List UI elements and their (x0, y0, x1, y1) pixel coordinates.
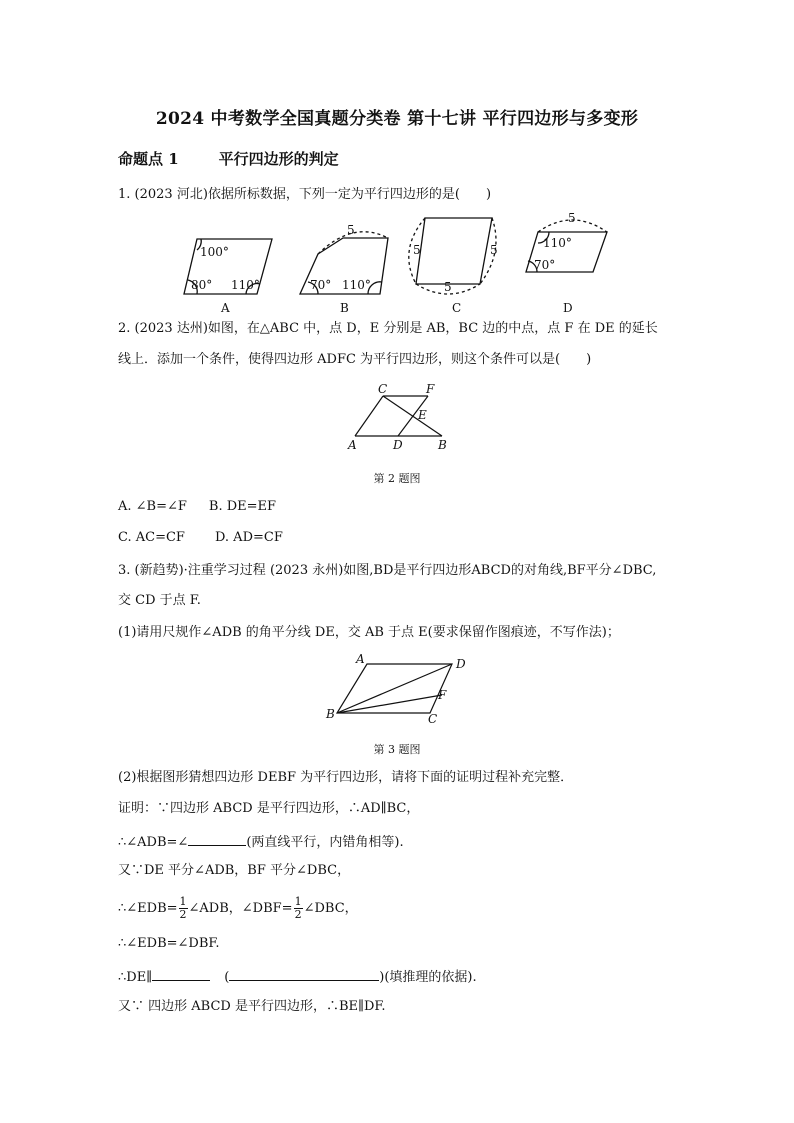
proof-line-4-end: ∠DBC， (303, 901, 358, 916)
question-2-caption: 第 2 题图 (373, 472, 421, 485)
figure-a-label: A (221, 301, 230, 315)
question-2-options-row-1 (118, 498, 276, 516)
question-3-figure (322, 652, 472, 724)
option-d[interactable]: D. AD=CF (214, 530, 283, 545)
figure-a-angle-1: 100° (200, 245, 229, 259)
section-heading (118, 148, 339, 169)
proof-line-2-end: (两直线平行，内错角相等). (246, 835, 404, 850)
figure-c-label: C (452, 301, 462, 315)
figure-d (526, 211, 607, 315)
proof-line-5: ∴∠EDB=∠DBF. (118, 936, 220, 951)
question-3-caption: 第 3 题图 (373, 743, 421, 756)
proof-line-6-start: ∴DE∥ (118, 970, 153, 985)
point-e: E (418, 408, 427, 422)
question-1-figures (170, 206, 640, 318)
figure-c-side-1: 5 (413, 243, 421, 257)
figure-d-angle-2: 70° (534, 258, 556, 272)
figure-a (184, 239, 272, 315)
option-a[interactable]: A. ∠B=∠F (118, 499, 187, 514)
figure-c-side-3: 5 (444, 280, 452, 294)
question-3-part-2: (2)根据图形猜想四边形 DEBF 为平行四边形，请将下面的证明过程补充完整． (118, 770, 574, 785)
point-c: C (428, 712, 438, 724)
proof-line-4-start: ∴∠EDB= (118, 901, 178, 916)
figure-b-label: B (340, 301, 349, 315)
question-3-line-1: 3. (新趋势)·注重学习过程 (2023 永州)如图,BD是平行四边形ABCD的对角线,BF平分∠DBC, (118, 563, 657, 578)
paren-open: ( (224, 970, 230, 985)
question-2-figure (340, 380, 460, 452)
point-b: B (438, 438, 447, 452)
answer-blank-3[interactable] (229, 966, 379, 981)
proof-line-2-start: ∴∠ADB=∠ (118, 835, 189, 850)
section-label: 命题点 1 (118, 150, 179, 168)
figure-b-side: 5 (347, 223, 355, 237)
question-1-text: 1. (2023 河北)依据所标数据，下列一定为平行四边形的是( ) (118, 187, 492, 202)
answer-blank-2[interactable] (152, 966, 210, 981)
figure-c (409, 218, 498, 315)
question-2-line-1: 2. (2023 达州)如图，在△ABC 中，点 D，E 分别是 AB，BC 边的中点，点 F 在 DE 的延长 (118, 321, 658, 336)
fraction-half: $\frac{1}{2}$ (179, 895, 187, 921)
figure-a-angle-2: 80° (191, 278, 213, 292)
proof-line-4 (118, 896, 358, 921)
point-b: B (326, 707, 335, 721)
section-name: 平行四边形的判定 (218, 150, 339, 168)
proof-line-3: 又∵DE 平分∠ADB，BF 平分∠DBC， (118, 863, 351, 878)
point-c: C (378, 382, 388, 396)
figure-d-label: D (563, 301, 573, 315)
figure-a-angle-3: 110° (231, 278, 260, 292)
page-title: 2024 中考数学全国真题分类卷 第十七讲 平行四边形与多变形 (155, 109, 639, 129)
question-2-line-2: 线上．添加一个条件，使得四边形 ADFC 为平行四边形，则这个条件可以是( ) (118, 352, 592, 367)
question-3-part-1: (1)请用尺规作∠ADB 的角平分线 DE，交 AB 于点 E(要求保留作图痕迹，不写作法)； (118, 625, 620, 640)
question-2-options-row-2 (118, 529, 283, 547)
proof-line-4-middle: ∠ADB，∠DBF= (188, 901, 293, 916)
question-3-line-2: 交 CD 于点 F. (118, 593, 201, 608)
proof-line-1: 证明：∵四边形 ABCD 是平行四边形，∴AD∥BC， (118, 801, 420, 816)
point-d: D (456, 657, 466, 671)
proof-line-6-end: )(填推理的依据). (379, 970, 477, 985)
proof-line-7: 又∵ 四边形 ABCD 是平行四边形，∴BE∥DF. (118, 999, 386, 1014)
option-c[interactable]: C. AC=CF (118, 530, 185, 545)
figure-c-side-2: 5 (490, 243, 498, 257)
figure-b-angle-1: 70° (310, 278, 332, 292)
point-f: F (426, 382, 435, 396)
point-a: A (348, 438, 357, 452)
proof-line-2 (118, 831, 404, 852)
figure-b-angle-2: 110° (342, 278, 371, 292)
fraction-half: $\frac{1}{2}$ (294, 895, 302, 921)
option-b[interactable]: B. DE=EF (208, 499, 277, 514)
proof-line-6 (118, 966, 477, 987)
point-f: F (438, 688, 447, 702)
figure-b (300, 223, 388, 315)
figure-d-angle-1: 110° (543, 236, 572, 250)
point-d: D (393, 438, 403, 452)
point-a: A (356, 652, 365, 666)
figure-d-side: 5 (568, 211, 576, 225)
answer-blank-1[interactable] (188, 831, 246, 846)
